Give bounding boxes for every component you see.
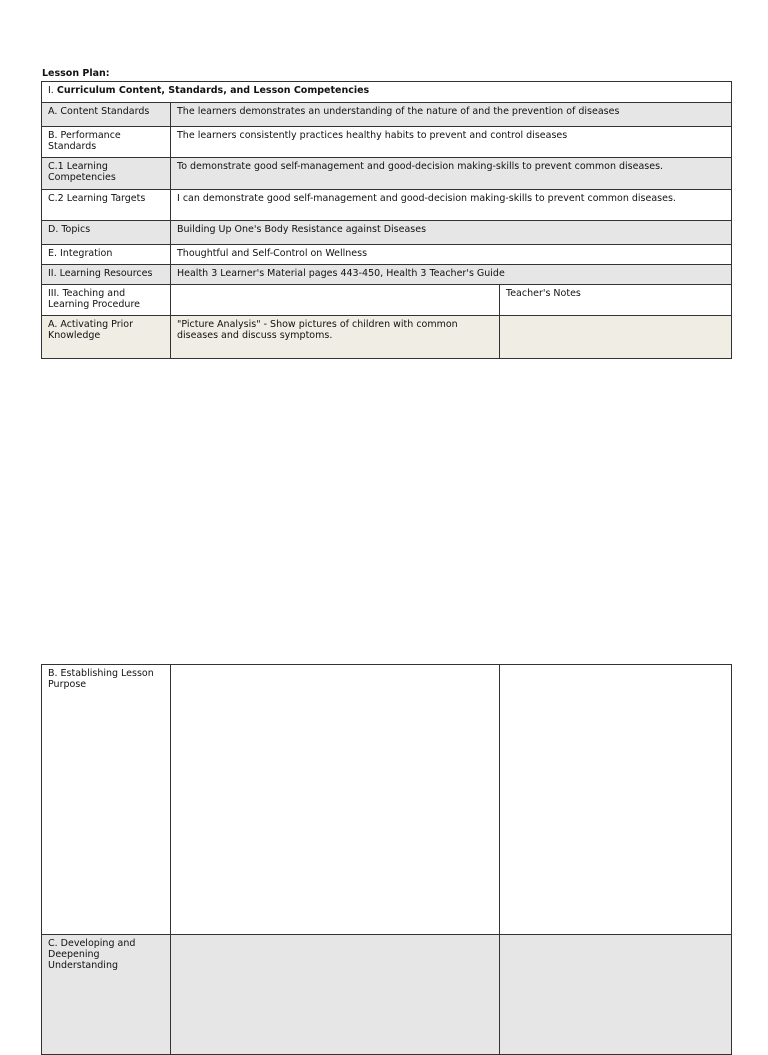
row-value: The learners consistently practices healthy habits to prevent and control diseases (171, 127, 732, 158)
table-row (42, 221, 732, 245)
row-value: Thoughtful and Self-Control on Wellness (171, 245, 732, 265)
procedure-empty-cell (171, 285, 500, 316)
row-value: I can demonstrate good self-management and good-decision making-skills to prevent common diseases. (171, 190, 732, 221)
section-header-cell (42, 82, 732, 103)
row-label: A. Content Standards (42, 103, 171, 127)
row-label: C.2 Learning Targets (42, 190, 171, 221)
row-value: The learners demonstrates an understanding of the nature of and the prevention of diseases (171, 103, 732, 127)
row-value (171, 665, 500, 935)
row-label: II. Learning Resources (42, 265, 171, 285)
row-label: C. Developing and Deepening Understanding (42, 935, 171, 1055)
document-title: Lesson Plan: (42, 68, 110, 79)
row-value: "Picture Analysis" - Show pictures of children with common diseases and discuss symptoms. (171, 316, 500, 359)
row-value: Building Up One's Body Resistance against Diseases (171, 221, 732, 245)
lesson-plan-table-continued (41, 664, 732, 1055)
row-label: A. Activating Prior Knowledge (42, 316, 171, 359)
table-row (42, 665, 732, 935)
table-row (42, 103, 732, 127)
row-value (171, 935, 500, 1055)
section-number: I. (48, 85, 54, 96)
section-header-row (42, 82, 732, 103)
row-label: E. Integration (42, 245, 171, 265)
table-row (42, 158, 732, 190)
row-value: To demonstrate good self-management and good-decision making-skills to prevent common diseases. (171, 158, 732, 190)
row-label: C.1 Learning Competencies (42, 158, 171, 190)
teachers-notes-cell (500, 316, 732, 359)
teachers-notes-cell (500, 935, 732, 1055)
lesson-plan-table (41, 81, 732, 359)
section-title: Curriculum Content, Standards, and Lesson Competencies (56, 85, 370, 96)
table-row (42, 127, 732, 158)
table-row (42, 316, 732, 359)
table-row (42, 245, 732, 265)
teachers-notes-cell (500, 665, 732, 935)
teachers-notes-header: Teacher's Notes (500, 285, 732, 316)
table-row (42, 935, 732, 1055)
table-row (42, 265, 732, 285)
table-row (42, 190, 732, 221)
procedure-label: III. Teaching and Learning Procedure (42, 285, 171, 316)
row-label: B. Performance Standards (42, 127, 171, 158)
row-label: D. Topics (42, 221, 171, 245)
procedure-header-row (42, 285, 732, 316)
row-label: B. Establishing Lesson Purpose (42, 665, 171, 935)
row-value: Health 3 Learner's Material pages 443-450, Health 3 Teacher's Guide (171, 265, 732, 285)
